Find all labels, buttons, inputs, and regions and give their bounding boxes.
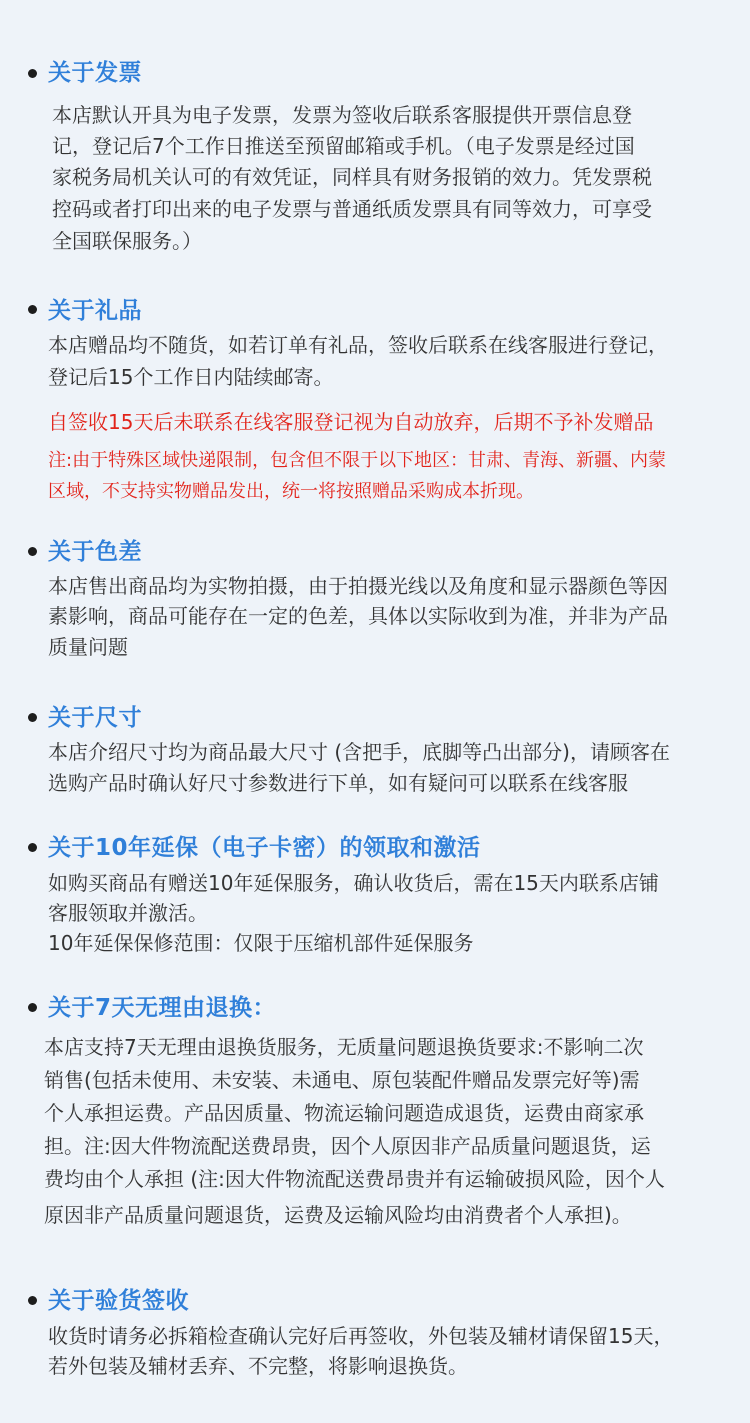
body-line: 控码或者打印出来的电子发票与普通纸质发票具有同等效力，可享受 bbox=[52, 197, 652, 221]
body-line: 质量问题 bbox=[48, 635, 128, 659]
body-line: 家税务局机关认可的有效凭证，同样具有财务报销的效力。凭发票税 bbox=[52, 165, 652, 189]
body-line: 全国联保服务。） bbox=[52, 229, 202, 253]
body-line: 担。注:因大件物流配送费昂贵，因个人原因非产品质量问题退货，运 bbox=[44, 1134, 651, 1158]
note-line: 注:由于特殊区域快递限制，包含但不限于以下地区：甘肃、青海、新疆、内蒙 bbox=[48, 450, 667, 471]
body-line: 选购产品时确认好尺寸参数进行下单，如有疑问可以联系在线客服 bbox=[48, 771, 628, 795]
section-title: 关于发票 bbox=[48, 60, 142, 86]
section-title: 关于色差 bbox=[48, 539, 142, 565]
body-line: 个人承担运费。产品因质量、物流运输问题造成退货，运费由商家承 bbox=[44, 1101, 644, 1125]
bullet-icon bbox=[28, 305, 37, 314]
body-line: 素影响，商品可能存在一定的色差，具体以实际收到为准，并非为产品 bbox=[48, 604, 668, 628]
bullet-icon bbox=[28, 713, 37, 722]
body-line: 本店支持7天无理由退换货服务，无质量问题退换货要求:不影响二次 bbox=[44, 1035, 644, 1059]
bullet-icon bbox=[28, 843, 37, 852]
bullet-icon bbox=[28, 69, 37, 78]
body-line: 记，登记后7个工作日推送至预留邮箱或手机。（电子发票是经过国 bbox=[52, 134, 635, 158]
body-line: 费均由个人承担 (注:因大件物流配送费昂贵并有运输破损风险，因个人 bbox=[44, 1167, 665, 1191]
section-title: 关于7天无理由退换： bbox=[48, 995, 277, 1021]
body-line: 收货时请务必拆箱检查确认完好后再签收，外包装及辅材请保留15天， bbox=[48, 1324, 674, 1348]
bullet-icon bbox=[28, 1003, 37, 1012]
body-line: 若外包装及辅材丢弃、不完整，将影响退换货。 bbox=[48, 1354, 468, 1378]
warning-text: 自签收15天后未联系在线客服登记视为自动放弃，后期不予补发赠品 bbox=[48, 410, 654, 434]
note-line: 区域，不支持实物赠品发出，统一将按照赠品采购成本折现。 bbox=[48, 481, 534, 502]
body-line: 如购买商品有赠送10年延保服务，确认收货后，需在15天内联系店铺 bbox=[48, 871, 659, 895]
body-line: 原因非产品质量问题退货，运费及运输风险均由消费者个人承担)。 bbox=[44, 1203, 632, 1227]
section-title: 关于礼品 bbox=[48, 298, 142, 324]
body-line: 本店赠品均不随货，如若订单有礼品，签收后联系在线客服进行登记， bbox=[48, 333, 668, 357]
body-line: 本店介绍尺寸均为商品最大尺寸 (含把手，底脚等凸出部分)，请顾客在 bbox=[48, 740, 670, 764]
body-line: 客服领取并激活。 bbox=[48, 901, 208, 925]
body-line: 登记后15个工作日内陆续邮寄。 bbox=[48, 365, 334, 389]
body-line: 销售(包括未使用、未安装、未通电、原包装配件赠品发票完好等)需 bbox=[44, 1068, 640, 1092]
section-title: 关于10年延保（电子卡密）的领取和激活 bbox=[48, 835, 481, 861]
body-line: 10年延保保修范围：仅限于压缩机部件延保服务 bbox=[48, 931, 474, 955]
bullet-icon bbox=[28, 1296, 37, 1305]
section-title: 关于尺寸 bbox=[48, 705, 142, 731]
section-title: 关于验货签收 bbox=[48, 1288, 189, 1314]
body-line: 本店默认开具为电子发票，发票为签收后联系客服提供开票信息登 bbox=[52, 103, 632, 127]
body-line: 本店售出商品均为实物拍摄，由于拍摄光线以及角度和显示器颜色等因 bbox=[48, 574, 668, 598]
bullet-icon bbox=[28, 547, 37, 556]
